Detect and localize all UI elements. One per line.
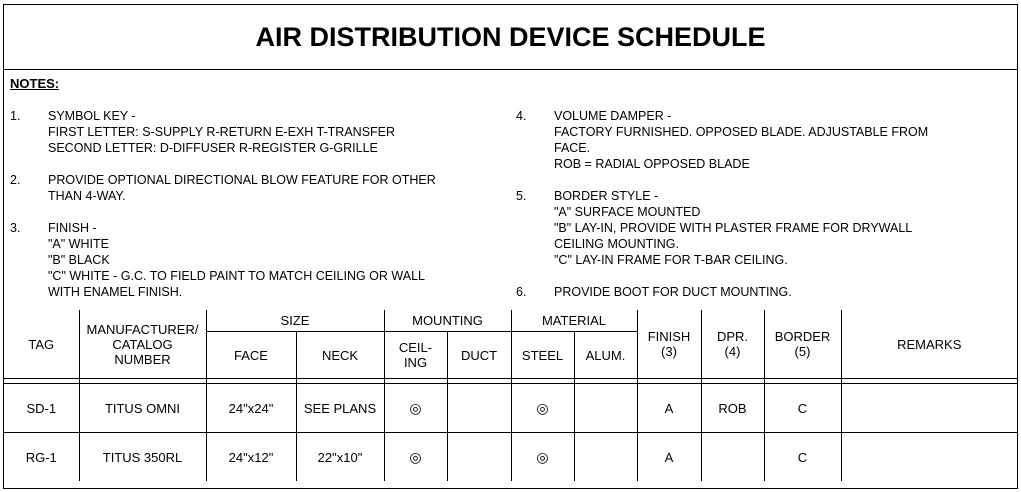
cell-manufacturer: TITUS OMNI (79, 384, 206, 433)
note-line: THAN 4-WAY. (48, 189, 126, 203)
note-number: 3. (10, 221, 21, 235)
header-tag: TAG (4, 310, 79, 379)
schedule-table (4, 310, 1017, 481)
cell-face: 24"x12" (206, 433, 296, 482)
cell-ceiling-mark: ◎ (384, 384, 447, 433)
cell-remarks (841, 384, 1017, 433)
note-line: PROVIDE BOOT FOR DUCT MOUNTING. (554, 285, 792, 299)
note-line: BORDER STYLE - (554, 189, 659, 203)
cell-border: C (764, 384, 841, 433)
header-remarks: REMARKS (841, 310, 1017, 379)
cell-dpr (701, 433, 764, 482)
note-line: "B" LAY-IN, PROVIDE WITH PLASTER FRAME FOR DRYWALL (554, 221, 913, 235)
header-mounting: MOUNTING (384, 310, 511, 332)
table-row (4, 384, 1017, 433)
cell-ceiling-mark: ◎ (384, 433, 447, 482)
note-line: CEILING MOUNTING. (554, 237, 680, 251)
cell-border: C (764, 433, 841, 482)
cell-finish: A (637, 433, 701, 482)
cell-neck: 22"x10" (296, 433, 384, 482)
note-line: "A" SURFACE MOUNTED (554, 205, 701, 219)
cell-duct (447, 433, 511, 482)
header-finish (637, 310, 701, 379)
note-number: 5. (516, 189, 527, 203)
note-line: SECOND LETTER: D-DIFFUSER R-REGISTER G-GRILLE (48, 141, 378, 155)
header-line: CATALOG (112, 336, 173, 352)
note-line: VOLUME DAMPER - (554, 109, 672, 123)
note-line: FACTORY FURNISHED. OPPOSED BLADE. ADJUSTABLE FROM (554, 125, 929, 139)
cell-dpr: ROB (701, 384, 764, 433)
cell-steel-mark: ◎ (511, 433, 574, 482)
header-ceiling (384, 332, 447, 379)
header-row-1 (4, 310, 1017, 332)
note-number: 1. (10, 109, 21, 123)
header-size: SIZE (206, 310, 384, 332)
cell-duct (447, 384, 511, 433)
note-number: 2. (10, 173, 21, 187)
notes-heading: NOTES: (10, 76, 60, 91)
header-line: CEIL- (398, 340, 433, 355)
header-manufacturer (79, 310, 206, 379)
header-face: FACE (206, 332, 296, 379)
header-steel: STEEL (511, 332, 574, 379)
header-line: (3) (661, 344, 677, 359)
cell-alum (574, 384, 637, 433)
note-line: FINISH - (48, 221, 97, 235)
header-line: BORDER (774, 329, 831, 344)
note-line: SYMBOL KEY - (48, 109, 136, 123)
cell-manufacturer: TITUS 350RL (79, 433, 206, 482)
note-line: "C" LAY-IN FRAME FOR T-BAR CEILING. (554, 253, 788, 267)
header-line: (5) (794, 344, 811, 359)
note-line: "B" BLACK (48, 253, 110, 267)
header-alum: ALUM. (574, 332, 637, 379)
header-line: (4) (724, 344, 741, 359)
header-line: ING (403, 355, 428, 370)
note-line: PROVIDE OPTIONAL DIRECTIONAL BLOW FEATURE FOR OTHER (48, 173, 436, 187)
cell-tag: SD-1 (4, 384, 79, 433)
note-number: 6. (516, 285, 527, 299)
schedule-sheet (3, 4, 1018, 489)
note-line: "C" WHITE - G.C. TO FIELD PAINT TO MATCH CEILING OR WALL (48, 269, 425, 283)
cell-neck: SEE PLANS (296, 384, 384, 433)
header-dpr (701, 310, 764, 379)
note-line: WITH ENAMEL FINISH. (48, 285, 183, 299)
note-line: "A" WHITE (48, 237, 109, 251)
header-line: NUMBER (114, 351, 171, 367)
header-border (764, 310, 841, 379)
note-number: 4. (516, 109, 527, 123)
cell-tag: RG-1 (4, 433, 79, 482)
schedule-title: AIR DISTRIBUTION DEVICE SCHEDULE (4, 5, 1017, 70)
schedule-table-wrapper (4, 310, 1017, 481)
cell-alum (574, 433, 637, 482)
header-line: DPR. (716, 329, 749, 344)
note-line: FACE. (554, 141, 591, 155)
cell-steel-mark: ◎ (511, 384, 574, 433)
table-row (4, 433, 1017, 482)
note-line: ROB = RADIAL OPPOSED BLADE (554, 157, 750, 171)
cell-face: 24"x24" (206, 384, 296, 433)
header-line: MANUFACTURER/ (86, 321, 199, 337)
header-material: MATERIAL (511, 310, 637, 332)
header-neck: NECK (296, 332, 384, 379)
cell-remarks (841, 433, 1017, 482)
cell-finish: A (637, 384, 701, 433)
header-duct: DUCT (447, 332, 511, 379)
note-line: FIRST LETTER: S-SUPPLY R-RETURN E-EXH T-TRANSFER (48, 125, 396, 139)
header-line: FINISH (647, 329, 691, 344)
